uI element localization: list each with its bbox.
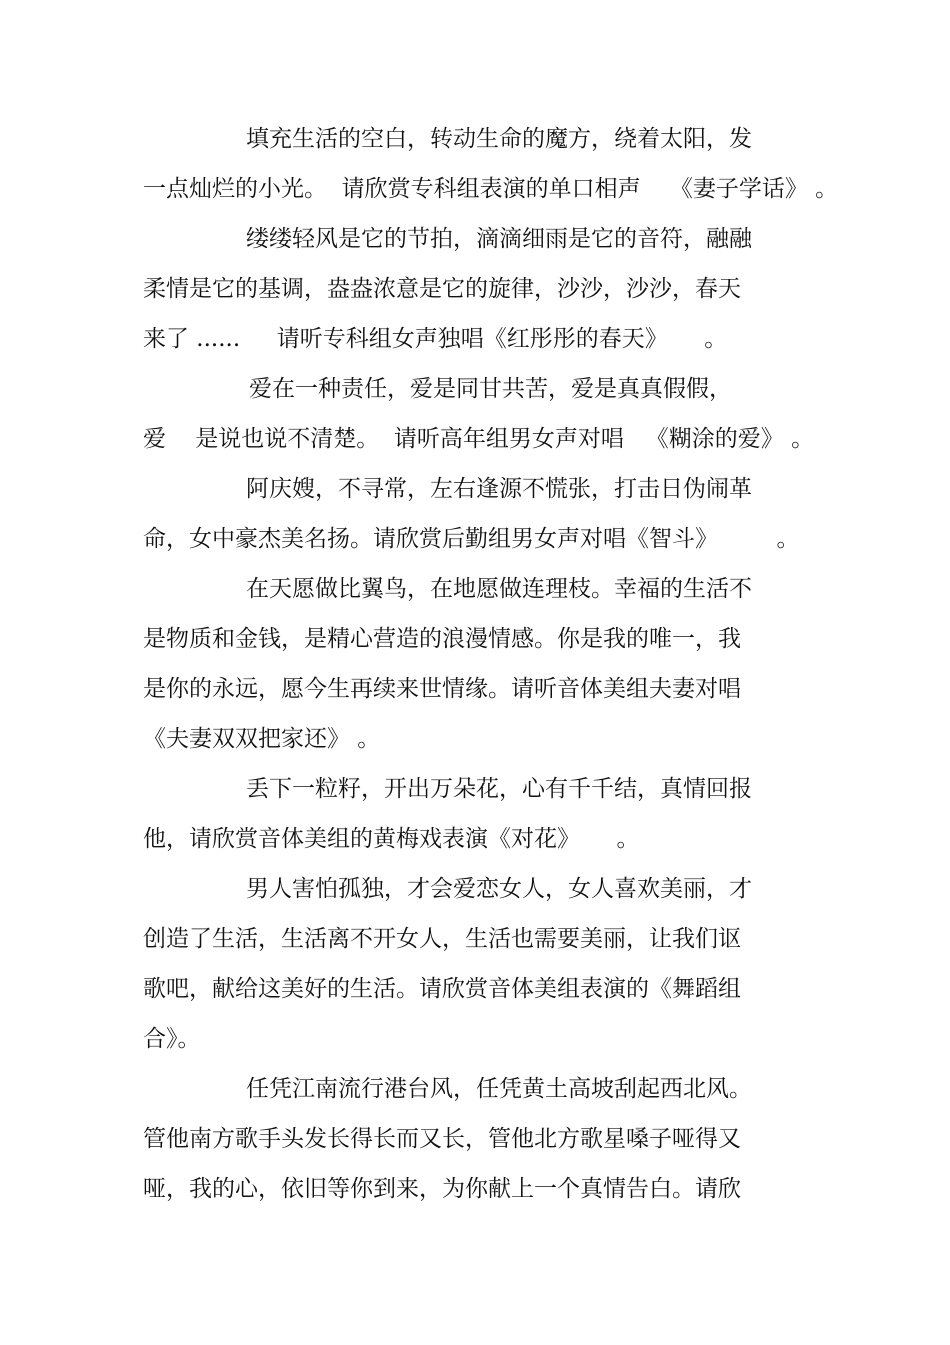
text-line-12: 是你的永远，愿今生再续来世情缘。请听音体美组夫妻对唱 (143, 676, 741, 702)
text-line-19: 合》。 (143, 1026, 201, 1052)
text-line-10: 在天愿做比翼鸟，在地愿做连理枝。幸福的生活不 (246, 576, 752, 602)
text-line-15: 他，请欣赏音体美组的黄梅戏表演《对花》 。 (143, 826, 640, 852)
text-line-6: 爱在一种责任，爱是同甘共苦，爱是真真假假， (249, 376, 732, 402)
text-line-20: 任凭江南流行港台风，任凭黄土高坡刮起西北风。 (246, 1076, 752, 1102)
text-line-22: 哑，我的心，依旧等你到来，为你献上一个真情告白。请欣 (143, 1176, 741, 1202)
text-line-14: 丢下一粒籽，开出万朵花，心有千千结，真情回报 (246, 776, 752, 802)
text-line-16: 男人害怕孤独，才会爱恋女人，女人喜欢美丽，才 (246, 876, 752, 902)
text-line-4: 柔情是它的基调，盎盎浓意是它的旋律，沙沙，沙沙，春天 (143, 276, 741, 302)
text-line-5: 来了 ...... 请听专科组女声独唱《红彤彤的春天》 。 (143, 326, 728, 352)
text-line-11: 是物质和金钱，是精心营造的浪漫情感。你是我的唯一，我 (143, 626, 741, 652)
text-line-8: 阿庆嫂，不寻常，左右逢源不慌张，打击日伪闹革 (246, 476, 752, 502)
text-line-9: 命，女中豪杰美名扬。请欣赏后勤组男女声对唱《智斗》 。 (143, 526, 800, 552)
text-line-18: 歌吧，献给这美好的生活。请欣赏音体美组表演的《舞蹈组 (143, 976, 741, 1002)
text-line-7: 爱 是说也说不清楚。 请听高年组男女声对唱 《糊涂的爱》 。 (143, 426, 815, 452)
text-line-13: 《夫妻双双把家还》 。 (143, 726, 381, 752)
text-line-21: 管他南方歌手头发长得长而又长，管他北方歌星嗓子哑得又 (143, 1126, 741, 1152)
text-line-2: 一点灿烂的小光。 请欣赏专科组表演的单口相声 《妻子学话》 。 (143, 176, 839, 202)
text-line-3: 缕缕轻风是它的节拍，滴滴细雨是它的音符，融融 (246, 226, 752, 252)
text-line-1: 填充生活的空白，转动生命的魔方，绕着太阳，发 (246, 126, 752, 152)
text-line-17: 创造了生活，生活离不开女人，生活也需要美丽，让我们讴 (143, 926, 741, 952)
